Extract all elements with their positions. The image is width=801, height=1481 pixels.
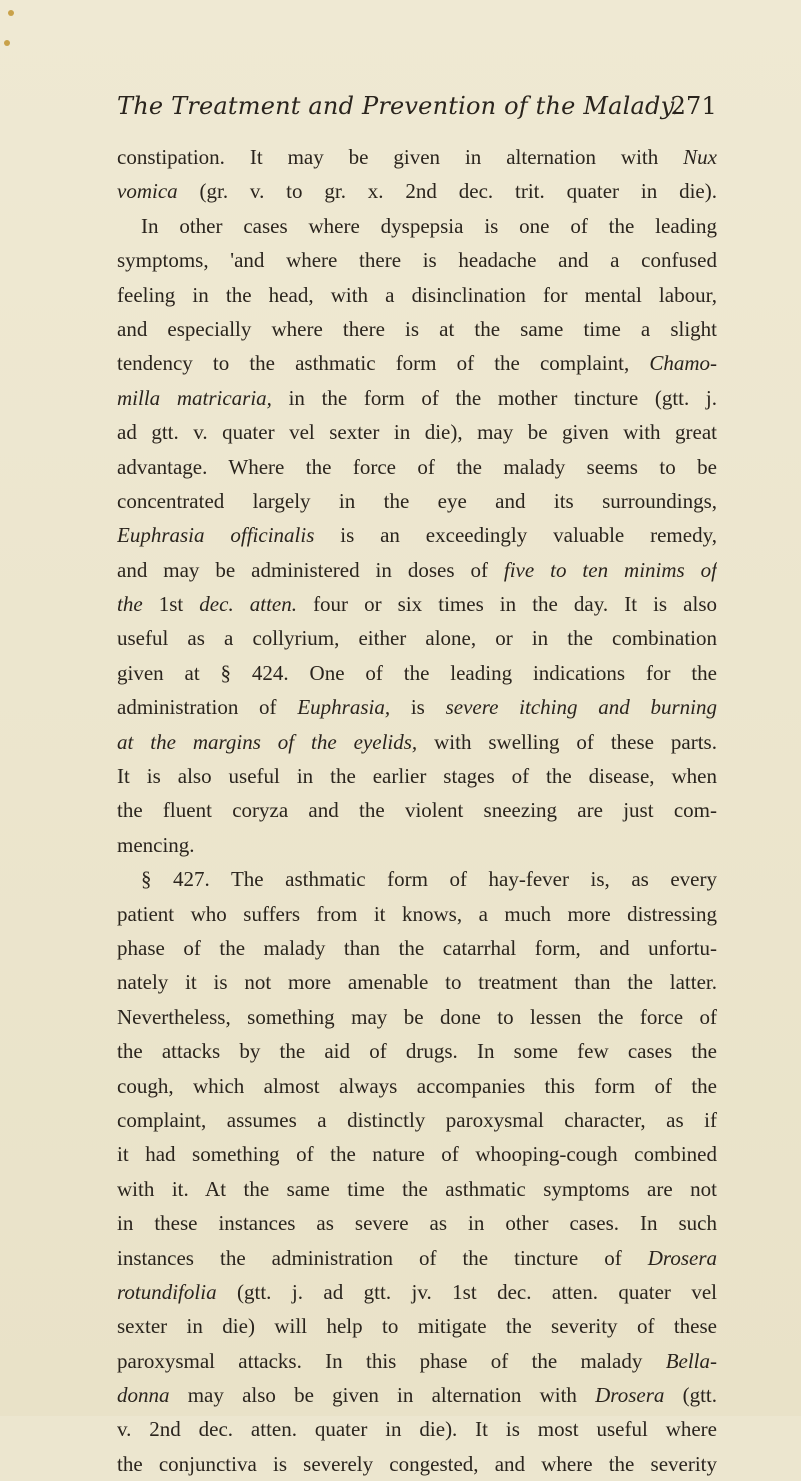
text-line <box>117 1000 717 1034</box>
text-segment: constipation. It may be given in alternation with <box>117 145 684 169</box>
italic-text: donna <box>117 1383 170 1408</box>
italic-text: at the margins of the eyelids, <box>117 729 418 754</box>
text-line <box>117 621 717 655</box>
text-line <box>117 1206 717 1240</box>
text-line <box>117 1241 717 1275</box>
text-segment: ad gtt. v. quater vel sexter in die), may be given with great <box>117 420 717 445</box>
page-number: 271 <box>670 92 717 120</box>
text-line <box>117 1069 717 1103</box>
text-line <box>117 759 717 793</box>
text-segment: 1st <box>142 592 200 617</box>
text-line <box>117 1172 717 1206</box>
italic-text: Euphrasia, <box>297 695 391 720</box>
text-line <box>117 346 717 380</box>
text-segment: cough, which almost always accompanies this form of the <box>117 1073 717 1098</box>
text-line <box>117 1103 717 1137</box>
text-line <box>117 828 717 862</box>
text-line <box>117 587 717 621</box>
italic-text: Drosera <box>595 1383 665 1408</box>
text-segment: tendency to the asthmatic form of the complaint, <box>117 351 650 376</box>
stain-mark <box>8 10 14 16</box>
body-text <box>117 140 717 1481</box>
text-line <box>117 312 717 346</box>
text-segment: (gr. v. to gr. x. 2nd dec. trit. quater in die). <box>177 179 717 204</box>
text-line <box>117 140 717 174</box>
text-line <box>117 965 717 999</box>
italic-text: five to ten minims of <box>503 557 717 582</box>
text-line <box>117 931 717 965</box>
text-line <box>117 1034 717 1068</box>
text-line <box>117 415 717 449</box>
text-line <box>117 243 717 277</box>
text-line <box>117 553 717 587</box>
text-line <box>117 1137 717 1171</box>
text-segment: with it. At the same time the asthmatic symptoms are not <box>117 1176 717 1201</box>
text-line <box>117 1344 717 1378</box>
text-segment: with swelling of these parts. <box>417 729 717 754</box>
text-line <box>117 1275 717 1309</box>
italic-text: Drosera <box>647 1245 717 1270</box>
italic-text: milla matricaria, <box>117 385 272 410</box>
text-segment: and may be administered in doses of <box>117 557 504 582</box>
text-segment: instances the administration of the tincture of <box>117 1245 648 1270</box>
text-line <box>117 793 717 827</box>
text-segment: v. 2nd dec. atten. quater in die). It is most useful where <box>117 1417 717 1442</box>
text-segment: concentrated largely in the eye and its surroundings, <box>117 488 717 513</box>
text-segment: given at § 424. One of the leading indications for the <box>117 660 717 685</box>
text-segment: advantage. Where the force of the malady seems to be <box>117 454 717 479</box>
running-header <box>117 92 717 126</box>
text-segment: it had something of the nature of whooping-cough combined <box>117 1142 717 1167</box>
italic-text: dec. atten. <box>199 592 297 617</box>
text-segment: It is also useful in the earlier stages of the disease, when <box>117 764 717 789</box>
italic-text: Euphrasia officinalis <box>117 523 315 548</box>
text-segment: is an exceedingly valuable remedy, <box>314 523 717 548</box>
text-segment: (gtt. j. ad gtt. jv. 1st dec. atten. quater vel <box>216 1279 717 1304</box>
text-line <box>117 656 717 690</box>
text-segment: feeling in the head, with a disinclination for mental labour, <box>117 282 717 307</box>
italic-text: Chamo- <box>649 351 717 376</box>
text-segment: Nevertheless, something may be done to lessen the force of <box>117 1004 717 1029</box>
italic-text: rotundifolia <box>117 1279 217 1304</box>
text-segment: four or six times in the day. It is also <box>297 592 717 617</box>
text-segment: nately it is not more amenable to treatment than the latter. <box>117 970 717 995</box>
text-segment: may also be given in alternation with <box>169 1383 596 1408</box>
italic-text: Nux <box>683 145 717 169</box>
text-segment: In other cases where dyspepsia is one of the leading <box>141 213 717 238</box>
stain-mark <box>4 40 10 46</box>
running-title: The Treatment and Prevention of the Malady. <box>117 92 680 120</box>
text-line <box>117 209 717 243</box>
text-line <box>117 484 717 518</box>
text-segment: administration of <box>117 695 298 720</box>
text-line <box>117 174 717 208</box>
text-segment: the fluent coryza and the violent sneezing are just com- <box>117 798 717 823</box>
text-segment: patient who suffers from it knows, a much more distressing <box>117 901 717 926</box>
text-line <box>117 1412 717 1446</box>
text-line <box>117 1447 717 1481</box>
text-segment: in these instances as severe as in other cases. In such <box>117 1211 717 1236</box>
text-line <box>117 278 717 312</box>
text-segment: in the form of the mother tincture (gtt. j. <box>271 385 717 410</box>
text-segment: paroxysmal attacks. In this phase of the malady <box>117 1348 666 1373</box>
text-line <box>117 518 717 552</box>
text-segment: (gtt. <box>664 1383 717 1408</box>
text-segment: is <box>390 695 446 720</box>
italic-text: severe itching and burning <box>445 695 717 720</box>
text-segment: phase of the malady than the catarrhal form, and unfortu- <box>117 935 717 960</box>
italic-text: Bella- <box>665 1348 717 1373</box>
text-line <box>117 1378 717 1412</box>
text-line <box>117 690 717 724</box>
text-line <box>117 725 717 759</box>
text-segment: mencing. <box>117 832 195 857</box>
text-segment: § 427. The asthmatic form of hay-fever is, as every <box>141 867 717 892</box>
text-segment: the conjunctiva is severely congested, and where the severity <box>117 1451 717 1476</box>
text-line <box>117 897 717 931</box>
italic-text: the <box>117 592 143 617</box>
text-segment: symptoms, 'and where there is headache and a confused <box>117 248 717 273</box>
italic-text: vomica <box>117 179 178 204</box>
text-segment: the attacks by the aid of drugs. In some few cases the <box>117 1039 717 1064</box>
text-segment: complaint, assumes a distinctly paroxysmal character, as if <box>117 1107 717 1132</box>
text-line <box>117 381 717 415</box>
text-line <box>117 450 717 484</box>
text-line <box>117 1309 717 1343</box>
text-segment: and especially where there is at the same time a slight <box>117 316 717 341</box>
text-line <box>117 862 717 896</box>
text-segment: sexter in die) will help to mitigate the severity of these <box>117 1314 717 1339</box>
text-segment: useful as a collyrium, either alone, or in the combination <box>117 626 717 651</box>
